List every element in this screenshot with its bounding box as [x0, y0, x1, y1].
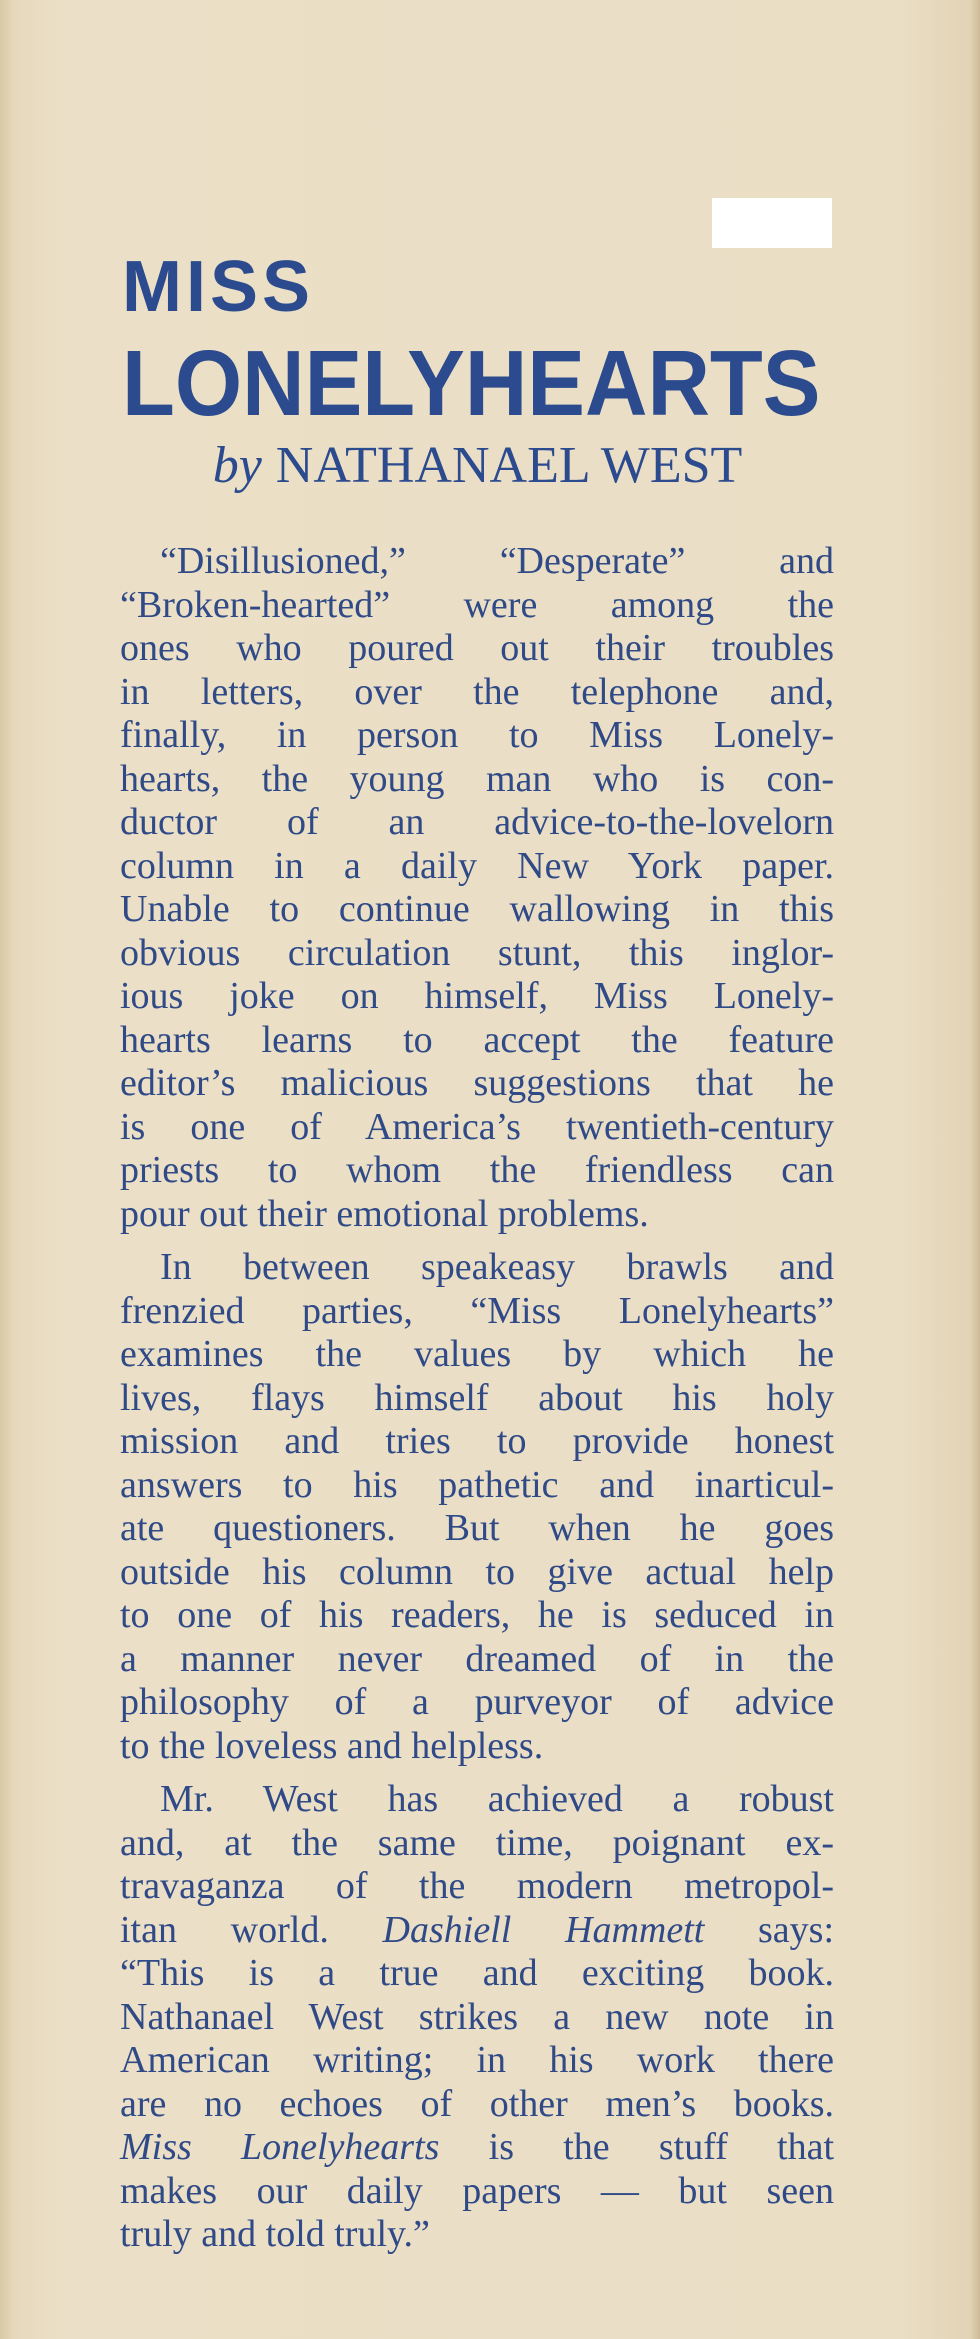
- text-line: lives, flays himself about his holy: [120, 1376, 834, 1419]
- text-line: are no echoes of other men’s books.: [120, 2082, 834, 2125]
- text-line: editor’s malicious suggestions that he: [120, 1062, 834, 1104]
- author-name: NATHANAEL WEST: [275, 437, 743, 494]
- text-line: finally, in person to Miss Lonely-: [120, 714, 834, 756]
- byline-by: by: [212, 437, 262, 494]
- text-line: pour out their emotional problems.: [120, 1192, 649, 1235]
- text-line: ones who poured out their troubles: [120, 627, 834, 669]
- paragraph-2: [120, 1246, 834, 1768]
- text-line: makes our daily papers — but seen: [120, 2169, 834, 2212]
- text-line: “Broken-hearted” were among the: [120, 583, 834, 626]
- text-line: itan world. Dashiell Hammett says:: [120, 1908, 835, 1951]
- text-line: American writing; in his work there: [120, 2039, 834, 2081]
- paragraph-1: [120, 540, 834, 1236]
- text-line: answers to his pathetic and inarticul-: [120, 1463, 834, 1506]
- text-line: travaganza of the modern metropol-: [120, 1865, 834, 1907]
- text-line: obvious circulation stunt, this inglor-: [120, 931, 834, 974]
- text-line: to one of his readers, he is seduced in: [120, 1594, 834, 1636]
- text-line: is one of America’s twentieth-century: [120, 1105, 834, 1148]
- book-title: Miss Lonelyhearts: [120, 2126, 440, 2168]
- text-line: frenzied parties, “Miss Lonelyhearts”: [120, 1289, 834, 1332]
- text-line: mission and tries to provide honest: [120, 1420, 834, 1462]
- text-line: and, at the same time, poignant ex-: [120, 1821, 834, 1864]
- text-line: Miss Lonelyhearts is the stuff that: [120, 2126, 835, 2168]
- byline: [0, 436, 955, 495]
- text-line: “Disillusioned,” “Desperate” and: [160, 540, 834, 582]
- critic-name: Dashiell Hammett: [382, 1908, 705, 1951]
- text-line: priests to whom the friendless can: [120, 1149, 834, 1191]
- text-line: philosophy of a purveyor of advice: [120, 1681, 834, 1723]
- text-line: Mr. West has achieved a robust: [160, 1778, 834, 1820]
- text-line: column in a daily New York paper.: [120, 844, 834, 887]
- title-line-1: MISS: [122, 247, 315, 327]
- text-line: to the loveless and helpless.: [120, 1724, 544, 1767]
- text-line: in letters, over the telephone and,: [120, 670, 834, 713]
- text-line: hearts, the young man who is con-: [120, 757, 834, 800]
- text-line: examines the values by which he: [120, 1333, 834, 1375]
- text-line: truly and told truly.”: [120, 2213, 430, 2255]
- text-line: ious joke on himself, Miss Lonely-: [120, 975, 834, 1017]
- text-line: a manner never dreamed of in the: [120, 1637, 834, 1680]
- text-line: Unable to continue wallowing in this: [120, 888, 834, 930]
- paragraph-3: [120, 1778, 834, 2257]
- text-line: outside his column to give actual help: [120, 1550, 834, 1593]
- title-line-2: LONELYHEARTS: [122, 331, 821, 435]
- blurb-text: [120, 540, 834, 2267]
- text-line: ate questioners. But when he goes: [120, 1507, 834, 1549]
- text-line: ductor of an advice-to-the-lovelorn: [120, 801, 834, 843]
- text-line: Nathanael West strikes a new note in: [120, 1995, 834, 2038]
- white-label-patch: [712, 198, 832, 248]
- text-line: “This is a true and exciting book.: [120, 1952, 834, 1994]
- text-line: hearts learns to accept the feature: [120, 1018, 834, 1061]
- text-line: In between speakeasy brawls and: [160, 1246, 834, 1288]
